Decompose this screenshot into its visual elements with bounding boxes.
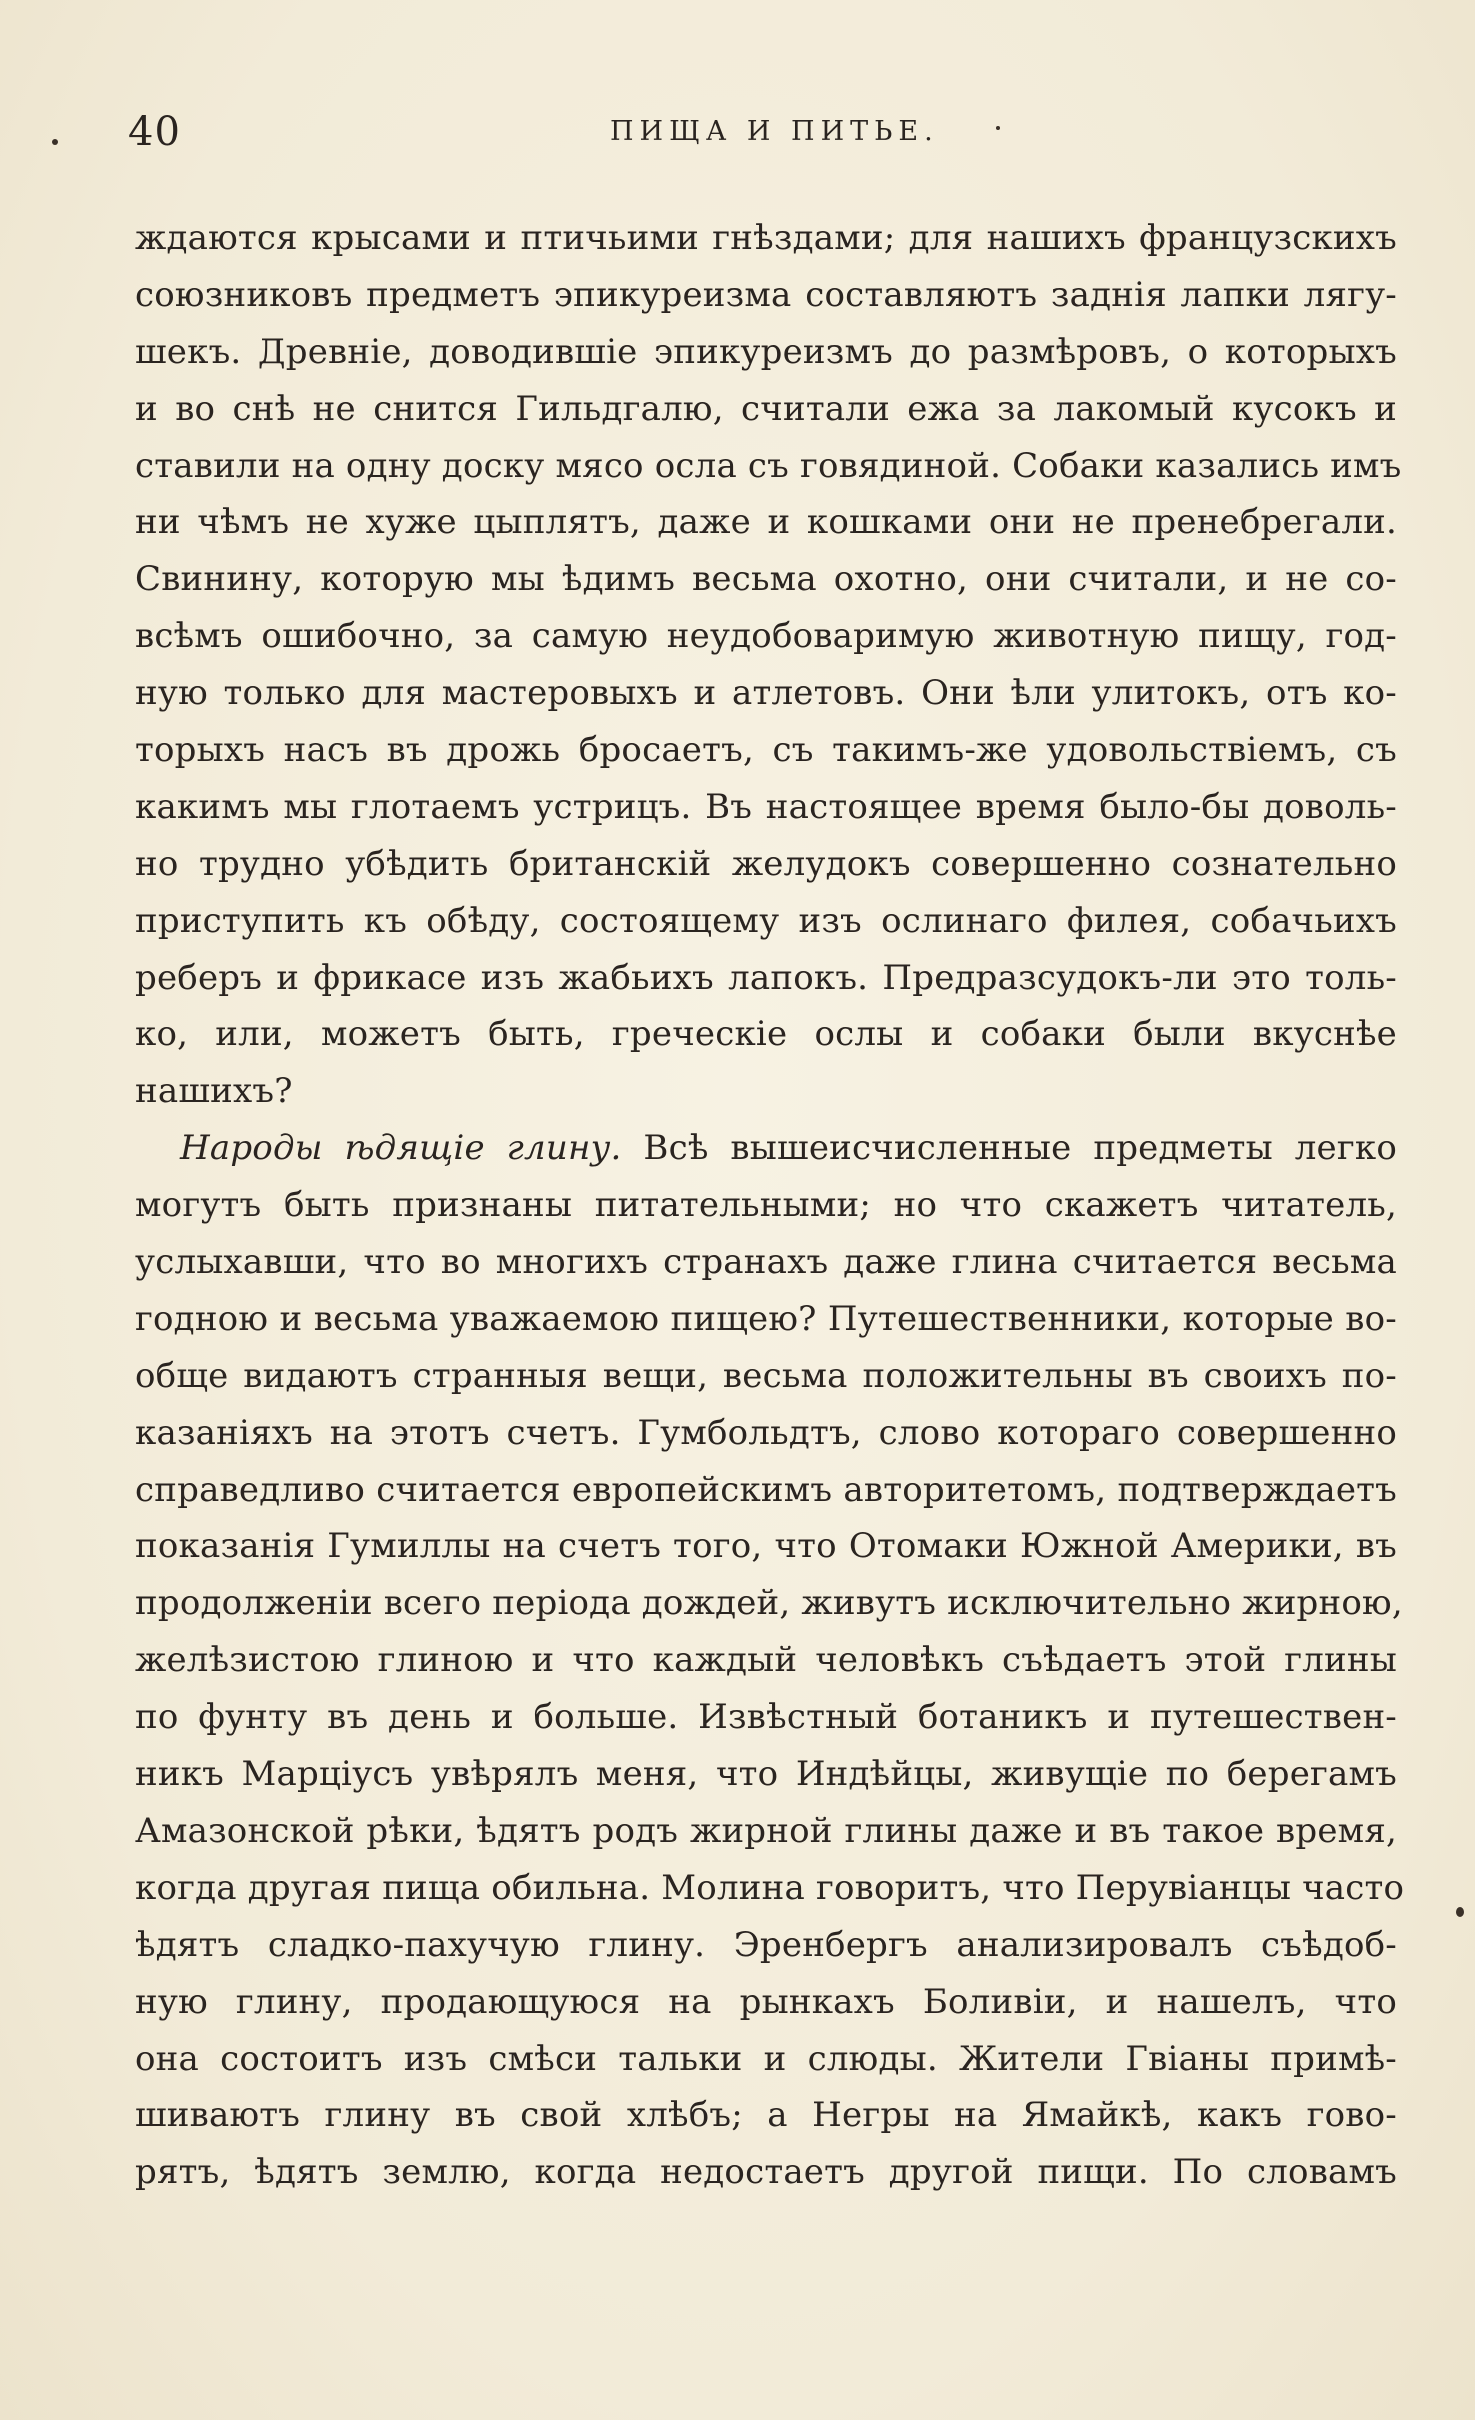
- text-line: годною и весьма уважаемою пищею? Путешественники, которые во-: [135, 1298, 1397, 1339]
- text-line: могутъ быть признаны питательными; но что скажетъ читатель,: [135, 1185, 1397, 1226]
- text-line: ставили на одну доску мясо осла съ говядиной. Собаки казались имъ: [135, 445, 1402, 486]
- text-line: Амазонской рѣки, ѣдятъ родъ жирной глины даже и въ такое время,: [135, 1810, 1397, 1851]
- text-line: она состоитъ изъ смѣси тальки и слюды. Жители Гвіаны примѣ-: [135, 2038, 1397, 2079]
- text-line: когда другая пища обильна. Молина говоритъ, что Перувіанцы часто: [135, 1867, 1405, 1908]
- text-line: [135, 1120, 1397, 1177]
- ink-speck: [1456, 1907, 1464, 1917]
- text-line: по фунту въ день и больше. Извѣстный ботаникъ и путешествен-: [135, 1697, 1397, 1738]
- text-line: ко, или, можетъ быть, греческіе ослы и собаки были вкуснѣе: [135, 1014, 1397, 1055]
- page-header: [128, 102, 1398, 162]
- text-line: Свинину, которую мы ѣдимъ весьма охотно, они считали, и не со-: [135, 559, 1397, 600]
- text-line: желѣзистою глиною и что каждый человѣкъ съѣдаетъ этой глины: [135, 1640, 1397, 1681]
- text-line: шекъ. Древніе, доводившіе эпикуреизмъ до размѣровъ, о которыхъ: [135, 331, 1397, 372]
- text-line: но трудно убѣдить британскій желудокъ совершенно сознательно: [135, 843, 1397, 884]
- body-text: [135, 210, 1405, 2201]
- text-line: реберъ и фрикасе изъ жабьихъ лапокъ. Предразсудокъ-ли это толь-: [135, 957, 1397, 998]
- text-line: услыхавши, что во многихъ странахъ даже глина считается весьма: [135, 1242, 1397, 1283]
- text-line: всѣмъ ошибочно, за самую неудобоваримую животную пищу, год-: [135, 616, 1397, 657]
- text-line: какимъ мы глотаемъ устрицъ. Въ настоящее время было-бы доволь-: [135, 786, 1397, 827]
- text-line: рятъ, ѣдятъ землю, когда недостаетъ другой пищи. По словамъ: [135, 2152, 1397, 2193]
- ink-speck: [52, 139, 58, 145]
- text-line: ждаются крысами и птичьими гнѣздами; для нашихъ французскихъ: [135, 218, 1397, 258]
- text-line: приступить къ обѣду, состоящему изъ ослинаго филея, собачьихъ: [135, 900, 1397, 941]
- text-line: ни чѣмъ не хуже цыплятъ, даже и кошками они не пренебрегали.: [135, 502, 1397, 543]
- text-line: и во снѣ не снится Гильдгалю, считали ежа за лакомый кусокъ и: [135, 388, 1397, 429]
- text-line: справедливо считается европейскимъ авторитетомъ, подтверждаетъ: [135, 1469, 1397, 1510]
- text-line: ную только для мастеровыхъ и атлетовъ. Они ѣли улитокъ, отъ ко-: [135, 673, 1397, 714]
- text-run: Всѣ вышеисчисленные предметы легко: [621, 1128, 1397, 1169]
- text-line: ѣдятъ сладко-пахучую глину. Эренбергъ анализировалъ съѣдоб-: [135, 1924, 1397, 1965]
- paragraph-2: [135, 1120, 1405, 2201]
- text-line: продолженіи всего періода дождей, живутъ исключительно жирною,: [135, 1583, 1403, 1624]
- text-line: ную глину, продающуюся на рынкахъ Боливіи, и нашелъ, что: [135, 1981, 1397, 2022]
- text-line: торыхъ насъ въ дрожь бросаетъ, съ такимъ-же удовольствіемъ, съ: [135, 730, 1397, 771]
- section-heading: Народы ѣдящіе глину.: [180, 1128, 622, 1169]
- text-line: показанія Гумиллы на счетъ того, что Отомаки Южной Америки, въ: [135, 1526, 1397, 1567]
- text-line: обще видаютъ странныя вещи, весьма положительны въ своихъ по-: [135, 1355, 1397, 1396]
- page-number: 40: [128, 109, 181, 155]
- text-line: казаніяхъ на этотъ счетъ. Гумбольдтъ, слово котораго совершенно: [135, 1412, 1397, 1453]
- text-line: нашихъ?: [135, 1071, 293, 1112]
- text-line: союзниковъ предметъ эпикуреизма составляютъ заднія лапки лягу-: [135, 274, 1397, 315]
- text-line: шиваютъ глину въ свой хлѣбъ; а Негры на Ямайкѣ, какъ гово-: [135, 2095, 1397, 2136]
- paragraph-1: [135, 210, 1402, 1120]
- ink-speck: [996, 126, 1000, 130]
- text-line: никъ Марціусъ увѣрялъ меня, что Индѣйцы, живущіе по берегамъ: [135, 1754, 1397, 1795]
- running-title: ПИЩА И ПИТЬЕ.: [610, 116, 939, 147]
